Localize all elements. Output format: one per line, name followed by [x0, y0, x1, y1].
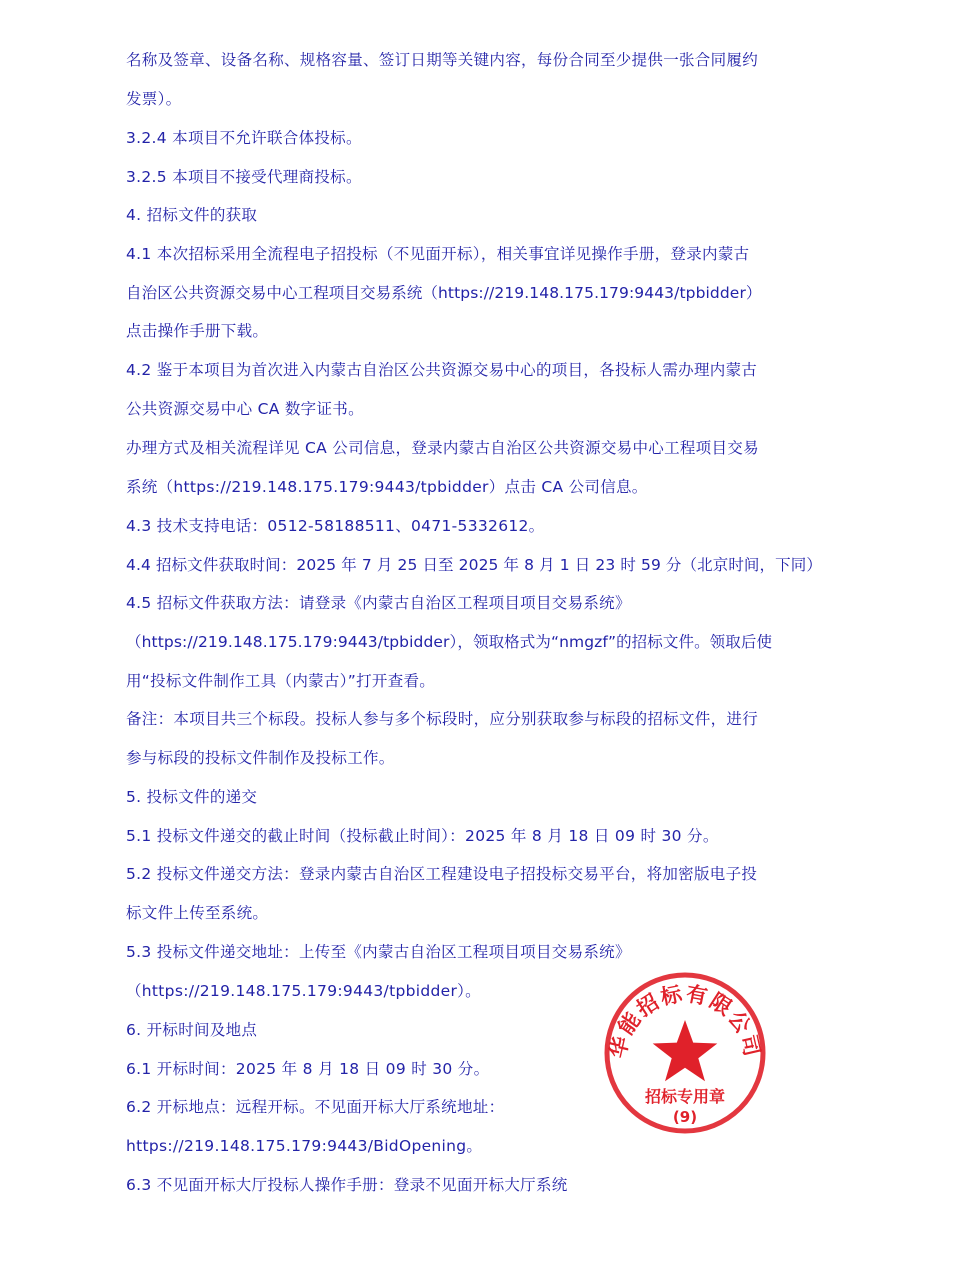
text-line: 办理方式及相关流程详见 CA 公司信息，登录内蒙古自治区公共资源交易中心工程项目交易: [126, 439, 759, 457]
star-icon: [653, 1020, 718, 1081]
company-seal: [600, 968, 770, 1138]
section-heading: 5. 投标文件的递交: [126, 788, 258, 806]
text-line: 3.2.5 本项目不接受代理商投标。: [126, 168, 362, 186]
text-line: 用“投标文件制作工具（内蒙古）”打开查看。: [126, 672, 436, 690]
text-line: 6.1 开标时间：2025 年 8 月 18 日 09 时 30 分。: [126, 1060, 490, 1078]
section-heading: 4. 招标文件的获取: [126, 206, 258, 224]
text-line: （https://219.148.175.179:9443/tpbidder）。: [126, 982, 481, 1000]
text-line: 4.2 鉴于本项目为首次进入内蒙古自治区公共资源交易中心的项目，各投标人需办理内蒙古: [126, 361, 758, 379]
text-line: （https://219.148.175.179:9443/tpbidder），领取格式为“nmgzf”的招标文件。领取后使: [126, 633, 773, 651]
seal-company-name: 华能招标有限公司: [605, 981, 765, 1061]
text-line: 5.3 投标文件递交地址：上传至《内蒙古自治区工程项目项目交易系统》: [126, 943, 631, 961]
text-line: 6.2 开标地点：远程开标。不见面开标大厅系统地址：: [126, 1098, 505, 1116]
text-line: 4.3 技术支持电话：0512-58188511、0471-5332612。: [126, 517, 545, 535]
text-line: 备注：本项目共三个标段。投标人参与多个标段时，应分别获取参与标段的招标文件，进行: [126, 710, 759, 728]
text-line: 4.4 招标文件获取时间：2025 年 7 月 25 日至 2025 年 8 月 1 日 23 时 59 分（北京时间，下同）: [126, 556, 822, 574]
text-line: 5.2 投标文件递交方法：登录内蒙古自治区工程建设电子招投标交易平台，将加密版电子投: [126, 865, 758, 883]
section-heading: 6. 开标时间及地点: [126, 1021, 258, 1039]
text-line: 4.1 本次招标采用全流程电子招投标（不见面开标），相关事宜详见操作手册，登录内蒙古: [126, 245, 750, 263]
text-line: 公共资源交易中心 CA 数字证书。: [126, 400, 364, 418]
text-line: 6.3 不见面开标大厅投标人操作手册：登录不见面开标大厅系统: [126, 1176, 568, 1194]
text-line: 系统（https://219.148.175.179:9443/tpbidder）点击 CA 公司信息。: [126, 478, 648, 496]
text-line: 点击操作手册下载。: [126, 322, 269, 340]
text-line: 5.1 投标文件递交的截止时间（投标截止时间）：2025 年 8 月 18 日 09 时 30 分。: [126, 827, 719, 845]
text-line: 参与标段的投标文件制作及投标工作。: [126, 749, 395, 767]
seal-label: 招标专用章: [644, 1087, 726, 1106]
text-line: 4.5 招标文件获取方法：请登录《内蒙古自治区工程项目项目交易系统》: [126, 594, 631, 612]
text-line: 标文件上传至系统。: [126, 904, 269, 922]
text-line: 名称及签章、设备名称、规格容量、签订日期等关键内容，每份合同至少提供一张合同履约: [126, 51, 759, 69]
text-line: 自治区公共资源交易中心工程项目交易系统（https://219.148.175.179:9443/tpbidder）: [126, 284, 762, 302]
seal-number: (9): [672, 1108, 698, 1126]
text-line: https://219.148.175.179:9443/BidOpening。: [126, 1137, 483, 1155]
text-line: 3.2.4 本项目不允许联合体投标。: [126, 129, 362, 147]
text-line: 发票）。: [126, 90, 182, 108]
